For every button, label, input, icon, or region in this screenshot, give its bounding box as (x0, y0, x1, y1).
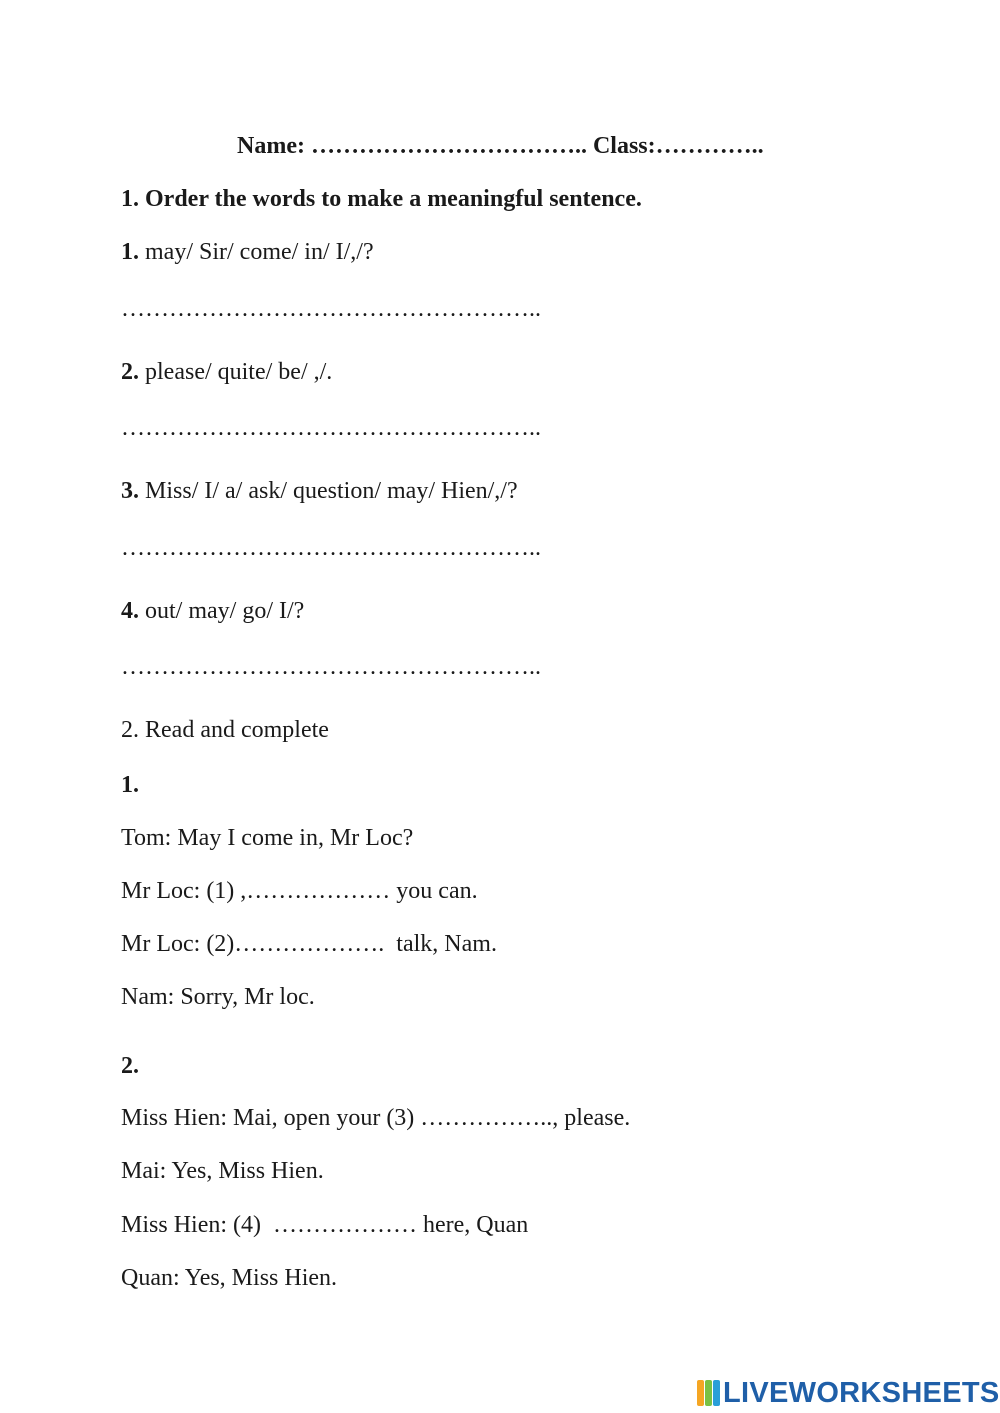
question-number: 3. (121, 478, 139, 504)
question-text: please/ quite/ be/ ,/. (139, 359, 333, 385)
dialogue-1-number: 1. (121, 772, 139, 798)
dialogue-line-blank-2[interactable]: Mr Loc: (2)………………. talk, Nam. (121, 931, 497, 957)
answer-line-2[interactable]: …………………………………………….. (121, 415, 541, 441)
answer-line-4[interactable]: …………………………………………….. (121, 654, 541, 680)
section-2-title: 2. Read and complete (121, 717, 329, 743)
dialogue-line-blank-3[interactable]: Miss Hien: Mai, open your (3) …………….., please. (121, 1105, 631, 1131)
question-text: out/ may/ go/ I/? (139, 598, 305, 624)
dialogue-2-number: 2. (121, 1053, 139, 1079)
question-1 (121, 240, 374, 264)
answer-line-1[interactable]: …………………………………………….. (121, 296, 541, 322)
question-number: 2. (121, 359, 139, 385)
question-number: 1. (121, 239, 139, 265)
answer-line-3[interactable]: …………………………………………….. (121, 535, 541, 561)
dialogue-line: Tom: May I come in, Mr Loc? (121, 825, 414, 851)
liveworksheets-logo (697, 1376, 1000, 1410)
dialogue-line-blank-1[interactable]: Mr Loc: (1) ,……………… you can. (121, 878, 478, 904)
question-2 (121, 360, 332, 384)
dialogue-line-blank-4[interactable]: Miss Hien: (4) ……………… here, Quan (121, 1212, 529, 1238)
question-text: Miss/ I/ a/ ask/ question/ may/ Hien/,/? (139, 478, 518, 504)
question-4 (121, 599, 304, 623)
dialogue-line: Quan: Yes, Miss Hien. (121, 1265, 338, 1291)
dialogue-line: Nam: Sorry, Mr loc. (121, 984, 315, 1010)
section-1-title: 1. Order the words to make a meaningful sentence. (121, 186, 642, 212)
question-number: 4. (121, 598, 139, 624)
dialogue-line: Mai: Yes, Miss Hien. (121, 1158, 324, 1184)
name-class-line: Name: …………………………….. Class:………….. (237, 133, 764, 159)
question-3 (121, 479, 518, 503)
logo-text: LIVEWORKSHEETS (723, 1376, 1000, 1409)
question-text: may/ Sir/ come/ in/ I/,/? (139, 239, 374, 265)
liveworksheets-logo-icon (697, 1378, 721, 1408)
